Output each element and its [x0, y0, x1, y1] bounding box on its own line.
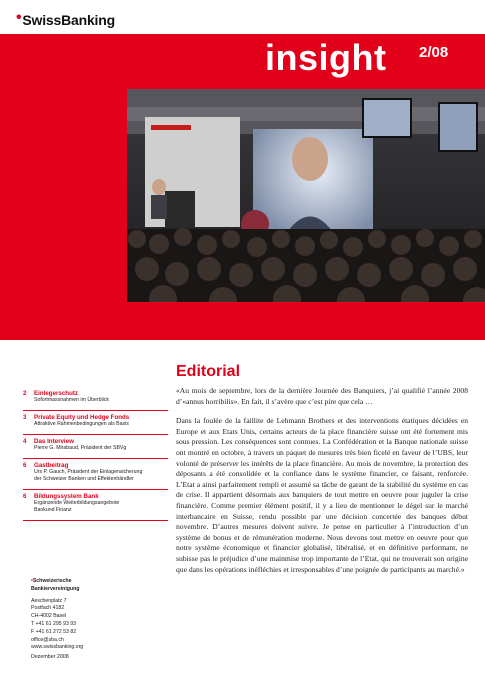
- issue-number: 2/08: [419, 44, 449, 61]
- editorial-body: Dans la foulée de la faillite de Lehmann Brothers et des interventions étatiques décidées en Europe et aux Etats Unis, certains acteurs de la place financière suisse ont été fortement mis sous pression. Les conséquences sont connues. La Confédération et la Banque nationale suisse ont montré en octobre, à travers un paquet de mesures très bien ficelé en faveur de l’UBS, leur volonté de préserver les intérêts de la place financière. Au mois de novembre, la protection des déposants a été consolidée et la confiance dans le système financier, ce faisant, renforcée. L’Etat a ainsi parfaitement rempli et assumé sa tâche de garant de la stabilité du système en cas de crise. Il appartient désormais aux banquiers de tout mettre en oeuvre pour juguler la crise financière. Comme premier élément positif, il y a lieu de mentionner le dégel sur le marché interbancaire en Suisse, rendu possible par une décision concertée des banques début novembre. D’autres mesures doivent suivre. Je pense en particulier à l’introduction d’un système de bonus et de rémunération moderne. Nous devons tout mettre en oeuvre pour que notre système économique et financier globalisé, libéralisé, et en définitive performant, ne subisse pas le préjudice d’une mainmise trop importante de l’Etat, qui ne trouverait son origine que dans les opérations inéfléchies et irresponsables d’une poignée de participants au marché.»: [176, 416, 468, 574]
- toc-item[interactable]: [23, 390, 168, 411]
- toc-item[interactable]: [23, 493, 168, 521]
- org-name: •Schweizerische: [31, 578, 72, 584]
- toc-item[interactable]: [23, 438, 168, 459]
- toc-heading: 2 Einlegerschutz: [23, 390, 79, 397]
- toc-heading: 4 Das Interview: [23, 438, 74, 445]
- email-link[interactable]: office@sba.ch: [31, 636, 64, 643]
- address-line: Aeschenplatz 7: [31, 597, 67, 604]
- editorial-text: [176, 386, 468, 584]
- address-line: Postfach 4182: [31, 605, 65, 612]
- org-dot-icon: •: [31, 578, 33, 584]
- toc-subtitle: Pierre G. Mirabaud, Präsident der SBVg: [34, 445, 127, 451]
- toc-heading: 6 Bildungssystem Bank: [23, 493, 99, 500]
- logo-text: SwissBanking: [22, 12, 115, 28]
- toc-subtitle: der Schweizer Banken und Effektenhändler: [34, 476, 134, 482]
- conference-photo: [127, 89, 485, 302]
- org-name-2: Bankiervereinigung: [31, 585, 80, 592]
- toc-heading: 3 Private Equity und Hedge Fonds: [23, 414, 130, 421]
- website-link[interactable]: www.swissbanking.org: [31, 644, 84, 651]
- logo-dot-icon: •: [16, 9, 22, 26]
- swissbanking-logo: [16, 9, 115, 28]
- editorial-title: Editorial: [176, 363, 241, 380]
- editorial-intro: «Au mois de septembre, lors de la dernière Journée des Banquiers, j’ai qualifié l’année 2008 d’«annus horribilis». En fait, il s’avère que c’est pire que cela …: [176, 386, 468, 406]
- magazine-title: insight: [265, 37, 387, 78]
- fax: F +41 61 272 53 82: [31, 628, 77, 635]
- toc-item[interactable]: [23, 414, 168, 435]
- table-of-contents: [23, 390, 168, 524]
- toc-subtitle: Attraktive Rahmenbedingungen als Basis: [34, 421, 129, 427]
- address-line: CH-4002 Basel: [31, 613, 67, 620]
- toc-subtitle: Bankund Finanz: [34, 507, 72, 513]
- toc-subtitle: Sofortmassnahmen im Überblick: [34, 397, 109, 403]
- toc-heading: 6 Gastbeitrag: [23, 462, 69, 469]
- toc-item[interactable]: [23, 462, 168, 490]
- phone: T +41 61 295 93 93: [31, 620, 77, 627]
- address-block: [31, 578, 83, 652]
- toc-subtitle: Urs P. Gauch, Präsident der Einlagensicherung: [34, 469, 143, 475]
- issue-date: Dezember 2008: [31, 654, 69, 660]
- toc-subtitle: Ergänzende Weiterbildungsangebote: [34, 500, 120, 506]
